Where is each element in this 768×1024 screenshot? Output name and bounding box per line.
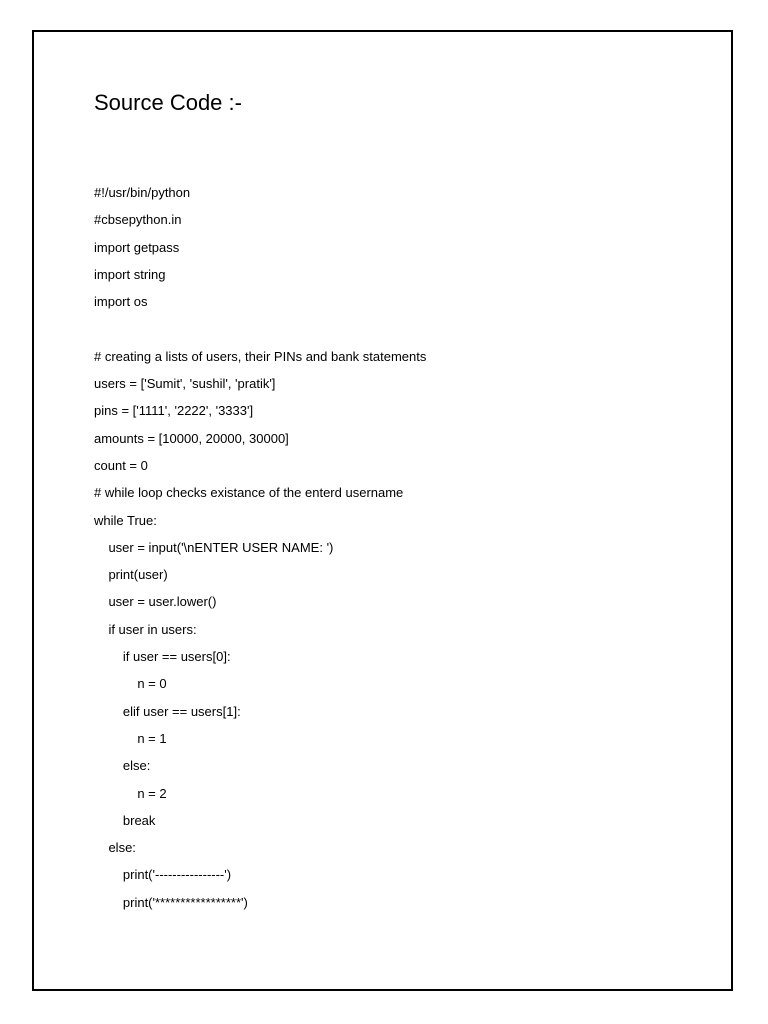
code-line: import os bbox=[94, 294, 148, 310]
code-line: count = 0 bbox=[94, 457, 148, 473]
code-comment: # while loop checks existance of the enterd username bbox=[94, 485, 404, 501]
code-line: else: bbox=[94, 840, 136, 856]
code-line: #cbsepython.in bbox=[94, 212, 182, 228]
code-line: if user in users: bbox=[94, 621, 197, 637]
page-heading: Source Code :- bbox=[94, 90, 242, 115]
source-code-block bbox=[94, 184, 426, 921]
code-line: users = ['Sumit', 'sushil', 'pratik'] bbox=[94, 376, 276, 392]
code-line: else: bbox=[94, 758, 151, 774]
code-line: n = 0 bbox=[94, 676, 167, 692]
code-line: print(user) bbox=[94, 567, 168, 583]
code-line: pins = ['1111', '2222', '3333'] bbox=[94, 403, 254, 419]
code-line: if user == users[0]: bbox=[94, 649, 231, 665]
code-line: print('*****************') bbox=[94, 894, 248, 910]
code-line: import getpass bbox=[94, 239, 180, 255]
document-page bbox=[32, 30, 733, 991]
code-line: while True: bbox=[94, 512, 157, 528]
code-line: user = input('\nENTER USER NAME: ') bbox=[94, 539, 334, 555]
code-comment: # creating a lists of users, their PINs and bank statements bbox=[94, 348, 427, 364]
code-line: import string bbox=[94, 266, 166, 282]
code-line: amounts = [10000, 20000, 30000] bbox=[94, 430, 289, 446]
code-line: print('----------------') bbox=[94, 867, 232, 883]
code-line: user = user.lower() bbox=[94, 594, 217, 610]
code-line: #!/usr/bin/python bbox=[94, 185, 191, 200]
code-line: n = 1 bbox=[94, 730, 167, 746]
code-line-blank bbox=[94, 320, 426, 347]
code-line: break bbox=[94, 812, 156, 828]
code-line: elif user == users[1]: bbox=[94, 703, 241, 719]
code-line: n = 2 bbox=[94, 785, 167, 801]
